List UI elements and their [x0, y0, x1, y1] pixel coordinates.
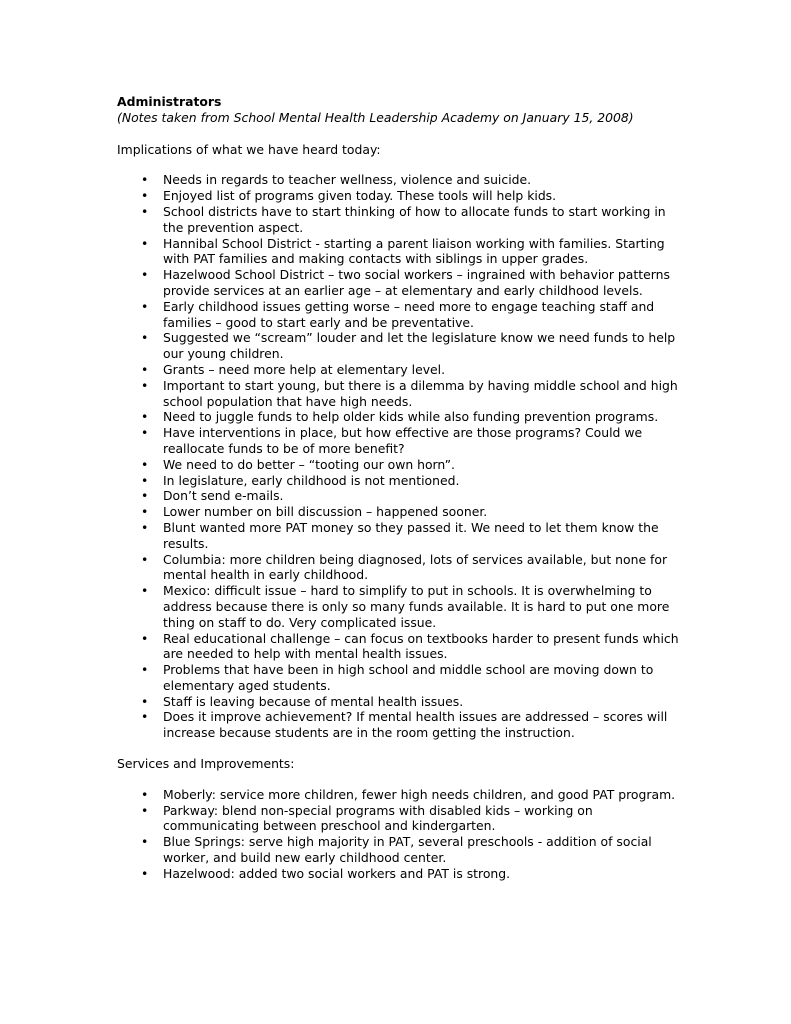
- spacer: [117, 772, 682, 787]
- list-item: [117, 520, 682, 552]
- services-list: [117, 787, 682, 882]
- list-item-text: Hazelwood School District – two social workers – ingrained with behavior patterns provide services at an earlier age – at elementary and early childhood levels.: [163, 267, 670, 298]
- list-item-text: Enjoyed list of programs given today. These tools will help kids.: [163, 188, 557, 204]
- section-heading-services: Services and Improvements:: [117, 756, 295, 772]
- bullet-icon: •: [141, 203, 149, 219]
- bullet-icon: •: [141, 709, 149, 725]
- list-item-text: Problems that have been in high school and middle school are moving down to elementary aged students.: [163, 662, 654, 693]
- bullet-icon: •: [141, 519, 149, 535]
- list-item-text: Lower number on bill discussion – happened sooner.: [163, 504, 488, 520]
- list-item: [117, 378, 682, 410]
- list-item-text: Mexico: difficult issue – hard to simplify to put in schools. It is overwhelming to address because there is only so many funds available. It is hard to put one more thing on staff to do. Very complicated issue.: [163, 583, 670, 630]
- bullet-icon: •: [141, 504, 149, 520]
- list-item: [117, 583, 682, 630]
- bullet-icon: •: [141, 865, 149, 881]
- bullet-icon: •: [141, 583, 149, 599]
- bullet-icon: •: [141, 361, 149, 377]
- list-item: [117, 803, 682, 835]
- bullet-icon: •: [141, 693, 149, 709]
- list-item: [117, 267, 682, 299]
- list-item: [117, 662, 682, 694]
- list-item: [117, 330, 682, 362]
- bullet-icon: •: [141, 456, 149, 472]
- list-item: [117, 172, 682, 188]
- list-item: [117, 787, 682, 803]
- list-item-text: Important to start young, but there is a dilemma by having middle school and high school population that have high needs.: [163, 377, 678, 409]
- spacer: [117, 157, 682, 172]
- section-heading-implications: Implications of what we have heard today:: [117, 141, 381, 157]
- list-item-text: Moberly: service more children, fewer high needs children, and good PAT program.: [163, 786, 676, 802]
- list-item-text: Grants – need more help at elementary level.: [163, 361, 446, 377]
- list-item: [117, 299, 682, 331]
- list-item-text: School districts have to start thinking of how to allocate funds to start working in the prevention aspect.: [163, 203, 666, 235]
- list-item: [117, 504, 682, 520]
- document-title: Administrators: [117, 94, 222, 109]
- list-item: [117, 362, 682, 378]
- list-item: [117, 552, 682, 584]
- list-item-text: Columbia: more children being diagnosed, lots of services available, but none for mental health in early childhood.: [163, 551, 668, 583]
- list-item-text: Hannibal School District - starting a parent liaison working with families. Starting with PAT families and making contacts with siblings in upper grades.: [163, 235, 665, 267]
- list-item: [117, 866, 682, 882]
- document-page: [117, 94, 682, 882]
- list-item-text: Real educational challenge – can focus on textbooks harder to present funds which are needed to help with mental health issues.: [163, 630, 679, 662]
- list-item: [117, 709, 682, 741]
- list-item-text: Needs in regards to teacher wellness, violence and suicide.: [163, 172, 532, 188]
- bullet-icon: •: [141, 188, 149, 204]
- bullet-icon: •: [141, 551, 149, 567]
- bullet-icon: •: [141, 172, 149, 188]
- bullet-icon: •: [141, 630, 149, 646]
- list-item: [117, 631, 682, 663]
- bullet-icon: •: [141, 330, 149, 346]
- list-item: [117, 473, 682, 489]
- bullet-icon: •: [141, 834, 149, 850]
- document-subtitle: (Notes taken from School Mental Health Leadership Academy on January 15, 2008): [117, 109, 634, 125]
- list-item-text: Don’t send e-mails.: [163, 488, 284, 504]
- list-item-text: Have interventions in place, but how effective are those programs? Could we reallocate funds to be of more benefit?: [163, 425, 643, 456]
- list-item-text: We need to do better – “tooting our own horn”.: [163, 456, 455, 472]
- list-item-text: In legislature, early childhood is not mentioned.: [163, 472, 460, 488]
- bullet-icon: •: [141, 425, 149, 441]
- bullet-icon: •: [141, 298, 149, 314]
- list-item: [117, 204, 682, 236]
- list-item-text: Blue Springs: serve high majority in PAT, several preschools - addition of social worker, and build new early childhood center.: [163, 834, 652, 866]
- list-item-text: Parkway: blend non-special programs with disabled kids – working on communicating between preschool and kindergarten.: [163, 802, 593, 834]
- list-item: [117, 834, 682, 866]
- list-item-text: Blunt wanted more PAT money so they passed it. We need to let them know the results.: [163, 519, 659, 551]
- list-item-text: Need to juggle funds to help older kids while also funding prevention programs.: [163, 409, 659, 425]
- list-item: [117, 188, 682, 204]
- bullet-icon: •: [141, 409, 149, 425]
- list-item-text: Does it improve achievement? If mental health issues are addressed – scores will increase because students are in the room getting the instruction.: [163, 709, 668, 741]
- list-item-text: Staff is leaving because of mental health issues.: [163, 693, 464, 709]
- list-item: [117, 457, 682, 473]
- list-item: [117, 694, 682, 710]
- bullet-icon: •: [141, 488, 149, 504]
- list-item-text: Suggested we “scream” louder and let the legislature know we need funds to help our young children.: [163, 330, 676, 362]
- bullet-icon: •: [141, 472, 149, 488]
- list-item: [117, 425, 682, 457]
- bullet-icon: •: [141, 662, 149, 678]
- list-item: [117, 488, 682, 504]
- list-item-text: Hazelwood: added two social workers and PAT is strong.: [163, 865, 511, 881]
- spacer: [117, 126, 682, 142]
- bullet-icon: •: [141, 235, 149, 251]
- list-item: [117, 236, 682, 268]
- bullet-icon: •: [141, 802, 149, 818]
- bullet-icon: •: [141, 786, 149, 802]
- bullet-icon: •: [141, 267, 149, 283]
- bullet-icon: •: [141, 377, 149, 393]
- list-item-text: Early childhood issues getting worse – need more to engage teaching staff and families – good to start early and be preventative.: [163, 298, 655, 330]
- list-item: [117, 409, 682, 425]
- spacer: [117, 741, 682, 756]
- implications-list: [117, 172, 682, 741]
